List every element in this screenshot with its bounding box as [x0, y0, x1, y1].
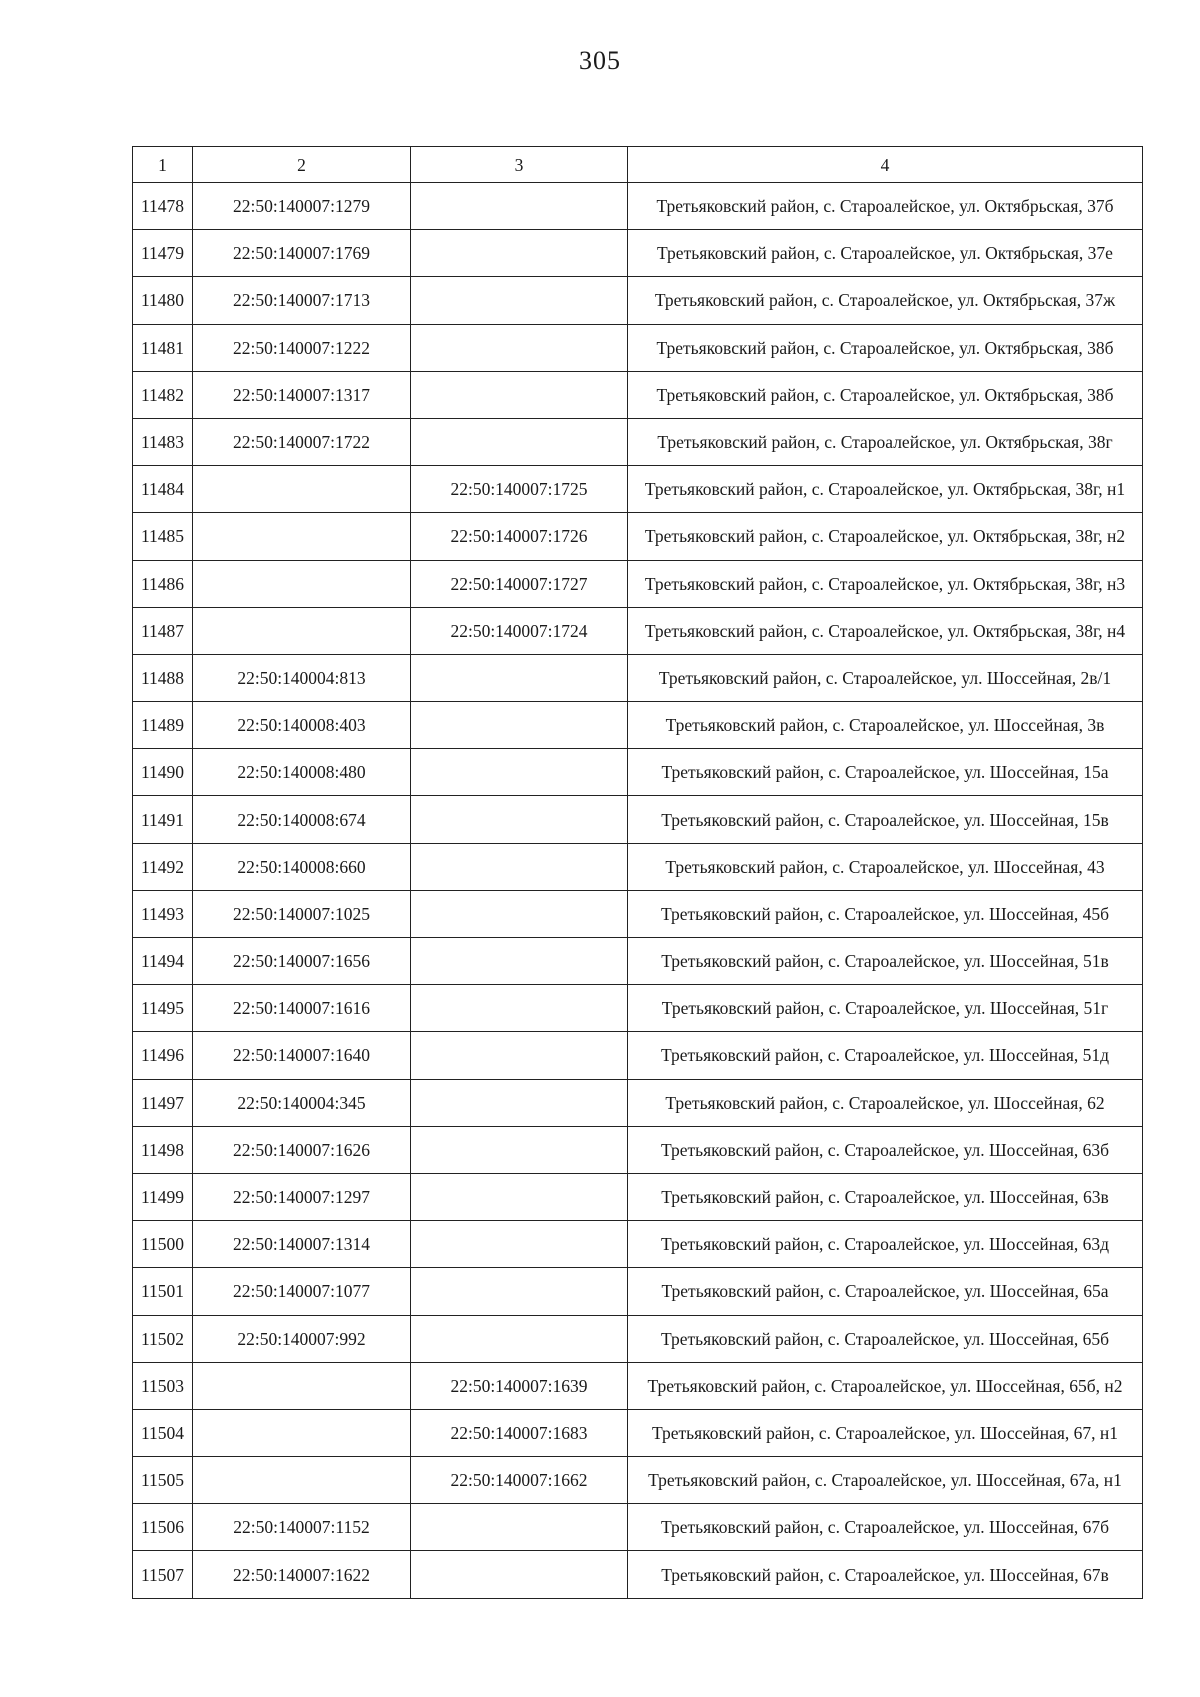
row-number-cell: 11497 [133, 1079, 193, 1126]
cadastral-number-cell: 22:50:140008:403 [193, 702, 411, 749]
address-cell: Третьяковский район, с. Староалейское, ул. Шоссейная, 2в/1 [628, 654, 1143, 701]
cadastral-number-cell: 22:50:140007:1077 [193, 1268, 411, 1315]
address-cell: Третьяковский район, с. Староалейское, ул. Октябрьская, 38г, н2 [628, 513, 1143, 560]
cadastral-number-cell: 22:50:140004:813 [193, 654, 411, 701]
table-row [133, 466, 1143, 513]
address-cell: Третьяковский район, с. Староалейское, ул. Шоссейная, 62 [628, 1079, 1143, 1126]
row-number-cell: 11490 [133, 749, 193, 796]
cadastral-number-cell [193, 607, 411, 654]
row-number-cell: 11507 [133, 1551, 193, 1598]
address-cell: Третьяковский район, с. Староалейское, ул. Октябрьская, 38б [628, 324, 1143, 371]
related-cadastral-number-cell [411, 418, 628, 465]
table-row [133, 796, 1143, 843]
table-row [133, 749, 1143, 796]
registry-table [132, 146, 1143, 1599]
row-number-cell: 11483 [133, 418, 193, 465]
related-cadastral-number-cell [411, 985, 628, 1032]
cadastral-number-cell: 22:50:140007:1713 [193, 277, 411, 324]
header-col-3: 3 [411, 147, 628, 183]
cadastral-number-cell [193, 1362, 411, 1409]
table-row [133, 1551, 1143, 1598]
related-cadastral-number-cell: 22:50:140007:1662 [411, 1457, 628, 1504]
related-cadastral-number-cell [411, 324, 628, 371]
related-cadastral-number-cell [411, 1315, 628, 1362]
cadastral-number-cell: 22:50:140007:1622 [193, 1551, 411, 1598]
page-number: 305 [579, 46, 621, 75]
table-row [133, 371, 1143, 418]
address-cell: Третьяковский район, с. Староалейское, ул. Октябрьская, 38б [628, 371, 1143, 418]
table-row [133, 1504, 1143, 1551]
related-cadastral-number-cell: 22:50:140007:1724 [411, 607, 628, 654]
cadastral-number-cell: 22:50:140007:1152 [193, 1504, 411, 1551]
header-row [133, 147, 1143, 183]
row-number-cell: 11505 [133, 1457, 193, 1504]
related-cadastral-number-cell [411, 230, 628, 277]
related-cadastral-number-cell [411, 654, 628, 701]
row-number-cell: 11499 [133, 1173, 193, 1220]
address-cell: Третьяковский район, с. Староалейское, ул. Шоссейная, 15а [628, 749, 1143, 796]
row-number-cell: 11484 [133, 466, 193, 513]
address-cell: Третьяковский район, с. Староалейское, ул. Шоссейная, 67, н1 [628, 1409, 1143, 1456]
address-cell: Третьяковский район, с. Староалейское, ул. Шоссейная, 67а, н1 [628, 1457, 1143, 1504]
address-cell: Третьяковский район, с. Староалейское, ул. Шоссейная, 63в [628, 1173, 1143, 1220]
related-cadastral-number-cell [411, 843, 628, 890]
row-number-cell: 11487 [133, 607, 193, 654]
related-cadastral-number-cell [411, 1032, 628, 1079]
cadastral-number-cell: 22:50:140007:1640 [193, 1032, 411, 1079]
table-row [133, 938, 1143, 985]
cadastral-number-cell [193, 513, 411, 560]
related-cadastral-number-cell [411, 1551, 628, 1598]
table-row [133, 1362, 1143, 1409]
row-number-cell: 11489 [133, 702, 193, 749]
related-cadastral-number-cell [411, 938, 628, 985]
address-cell: Третьяковский район, с. Староалейское, ул. Шоссейная, 63б [628, 1126, 1143, 1173]
header-col-1: 1 [133, 147, 193, 183]
related-cadastral-number-cell: 22:50:140007:1726 [411, 513, 628, 560]
cadastral-number-cell: 22:50:140007:1297 [193, 1173, 411, 1220]
row-number-cell: 11493 [133, 890, 193, 937]
table-row [133, 1221, 1143, 1268]
table-row [133, 843, 1143, 890]
cadastral-number-cell [193, 560, 411, 607]
cadastral-number-cell: 22:50:140008:660 [193, 843, 411, 890]
table-row [133, 985, 1143, 1032]
related-cadastral-number-cell [411, 371, 628, 418]
cadastral-number-cell: 22:50:140007:1616 [193, 985, 411, 1032]
cadastral-number-cell: 22:50:140007:1656 [193, 938, 411, 985]
address-cell: Третьяковский район, с. Староалейское, ул. Октябрьская, 38г, н3 [628, 560, 1143, 607]
row-number-cell: 11500 [133, 1221, 193, 1268]
table-row [133, 324, 1143, 371]
row-number-cell: 11498 [133, 1126, 193, 1173]
row-number-cell: 11482 [133, 371, 193, 418]
cadastral-number-cell: 22:50:140007:1722 [193, 418, 411, 465]
table-header [133, 147, 1143, 183]
related-cadastral-number-cell [411, 1221, 628, 1268]
row-number-cell: 11488 [133, 654, 193, 701]
table-row [133, 654, 1143, 701]
address-cell: Третьяковский район, с. Староалейское, ул. Шоссейная, 51д [628, 1032, 1143, 1079]
address-cell: Третьяковский район, с. Староалейское, ул. Шоссейная, 65б, н2 [628, 1362, 1143, 1409]
table-row [133, 607, 1143, 654]
address-cell: Третьяковский район, с. Староалейское, ул. Октябрьская, 37ж [628, 277, 1143, 324]
row-number-cell: 11478 [133, 183, 193, 230]
table-row [133, 1409, 1143, 1456]
cadastral-number-cell: 22:50:140007:992 [193, 1315, 411, 1362]
row-number-cell: 11496 [133, 1032, 193, 1079]
table-row [133, 1173, 1143, 1220]
related-cadastral-number-cell [411, 1504, 628, 1551]
address-cell: Третьяковский район, с. Староалейское, ул. Октябрьская, 38г, н4 [628, 607, 1143, 654]
related-cadastral-number-cell: 22:50:140007:1725 [411, 466, 628, 513]
address-cell: Третьяковский район, с. Староалейское, ул. Шоссейная, 51г [628, 985, 1143, 1032]
row-number-cell: 11495 [133, 985, 193, 1032]
table-row [133, 1126, 1143, 1173]
table-row [133, 230, 1143, 277]
row-number-cell: 11502 [133, 1315, 193, 1362]
header-col-4: 4 [628, 147, 1143, 183]
table-row [133, 1032, 1143, 1079]
related-cadastral-number-cell [411, 890, 628, 937]
related-cadastral-number-cell [411, 796, 628, 843]
table-body [133, 183, 1143, 1599]
address-cell: Третьяковский район, с. Староалейское, ул. Шоссейная, 15в [628, 796, 1143, 843]
related-cadastral-number-cell [411, 1268, 628, 1315]
table-row [133, 1079, 1143, 1126]
row-number-cell: 11491 [133, 796, 193, 843]
address-cell: Третьяковский район, с. Староалейское, ул. Октябрьская, 38г [628, 418, 1143, 465]
row-number-cell: 11503 [133, 1362, 193, 1409]
address-cell: Третьяковский район, с. Староалейское, ул. Октябрьская, 37е [628, 230, 1143, 277]
table-row [133, 560, 1143, 607]
row-number-cell: 11506 [133, 1504, 193, 1551]
cadastral-number-cell: 22:50:140007:1317 [193, 371, 411, 418]
row-number-cell: 11501 [133, 1268, 193, 1315]
address-cell: Третьяковский район, с. Староалейское, ул. Шоссейная, 65а [628, 1268, 1143, 1315]
row-number-cell: 11492 [133, 843, 193, 890]
address-cell: Третьяковский район, с. Староалейское, ул. Шоссейная, 63д [628, 1221, 1143, 1268]
row-number-cell: 11479 [133, 230, 193, 277]
table-row [133, 513, 1143, 560]
related-cadastral-number-cell: 22:50:140007:1639 [411, 1362, 628, 1409]
table-row [133, 183, 1143, 230]
related-cadastral-number-cell [411, 1126, 628, 1173]
cadastral-number-cell: 22:50:140007:1769 [193, 230, 411, 277]
related-cadastral-number-cell [411, 749, 628, 796]
table-row [133, 418, 1143, 465]
related-cadastral-number-cell: 22:50:140007:1683 [411, 1409, 628, 1456]
row-number-cell: 11481 [133, 324, 193, 371]
table-row [133, 702, 1143, 749]
related-cadastral-number-cell [411, 1079, 628, 1126]
address-cell: Третьяковский район, с. Староалейское, ул. Октябрьская, 38г, н1 [628, 466, 1143, 513]
cadastral-number-cell [193, 1409, 411, 1456]
related-cadastral-number-cell [411, 702, 628, 749]
cadastral-number-cell: 22:50:140007:1279 [193, 183, 411, 230]
related-cadastral-number-cell: 22:50:140007:1727 [411, 560, 628, 607]
header-col-2: 2 [193, 147, 411, 183]
row-number-cell: 11485 [133, 513, 193, 560]
related-cadastral-number-cell [411, 1173, 628, 1220]
address-cell: Третьяковский район, с. Староалейское, ул. Шоссейная, 43 [628, 843, 1143, 890]
table-row [133, 1315, 1143, 1362]
cadastral-number-cell: 22:50:140007:1222 [193, 324, 411, 371]
address-cell: Третьяковский район, с. Староалейское, ул. Шоссейная, 67в [628, 1551, 1143, 1598]
cadastral-number-cell [193, 466, 411, 513]
related-cadastral-number-cell [411, 183, 628, 230]
cadastral-number-cell: 22:50:140007:1025 [193, 890, 411, 937]
row-number-cell: 11494 [133, 938, 193, 985]
address-cell: Третьяковский район, с. Староалейское, ул. Шоссейная, 65б [628, 1315, 1143, 1362]
address-cell: Третьяковский район, с. Староалейское, ул. Шоссейная, 67б [628, 1504, 1143, 1551]
table-row [133, 277, 1143, 324]
table-row [133, 890, 1143, 937]
cadastral-number-cell: 22:50:140008:480 [193, 749, 411, 796]
row-number-cell: 11480 [133, 277, 193, 324]
table-row [133, 1268, 1143, 1315]
cadastral-number-cell: 22:50:140004:345 [193, 1079, 411, 1126]
address-cell: Третьяковский район, с. Староалейское, ул. Октябрьская, 37б [628, 183, 1143, 230]
table-row [133, 1457, 1143, 1504]
cadastral-number-cell [193, 1457, 411, 1504]
related-cadastral-number-cell [411, 277, 628, 324]
address-cell: Третьяковский район, с. Староалейское, ул. Шоссейная, 3в [628, 702, 1143, 749]
cadastral-number-cell: 22:50:140007:1314 [193, 1221, 411, 1268]
address-cell: Третьяковский район, с. Староалейское, ул. Шоссейная, 45б [628, 890, 1143, 937]
row-number-cell: 11504 [133, 1409, 193, 1456]
address-cell: Третьяковский район, с. Староалейское, ул. Шоссейная, 51в [628, 938, 1143, 985]
cadastral-number-cell: 22:50:140008:674 [193, 796, 411, 843]
row-number-cell: 11486 [133, 560, 193, 607]
cadastral-number-cell: 22:50:140007:1626 [193, 1126, 411, 1173]
